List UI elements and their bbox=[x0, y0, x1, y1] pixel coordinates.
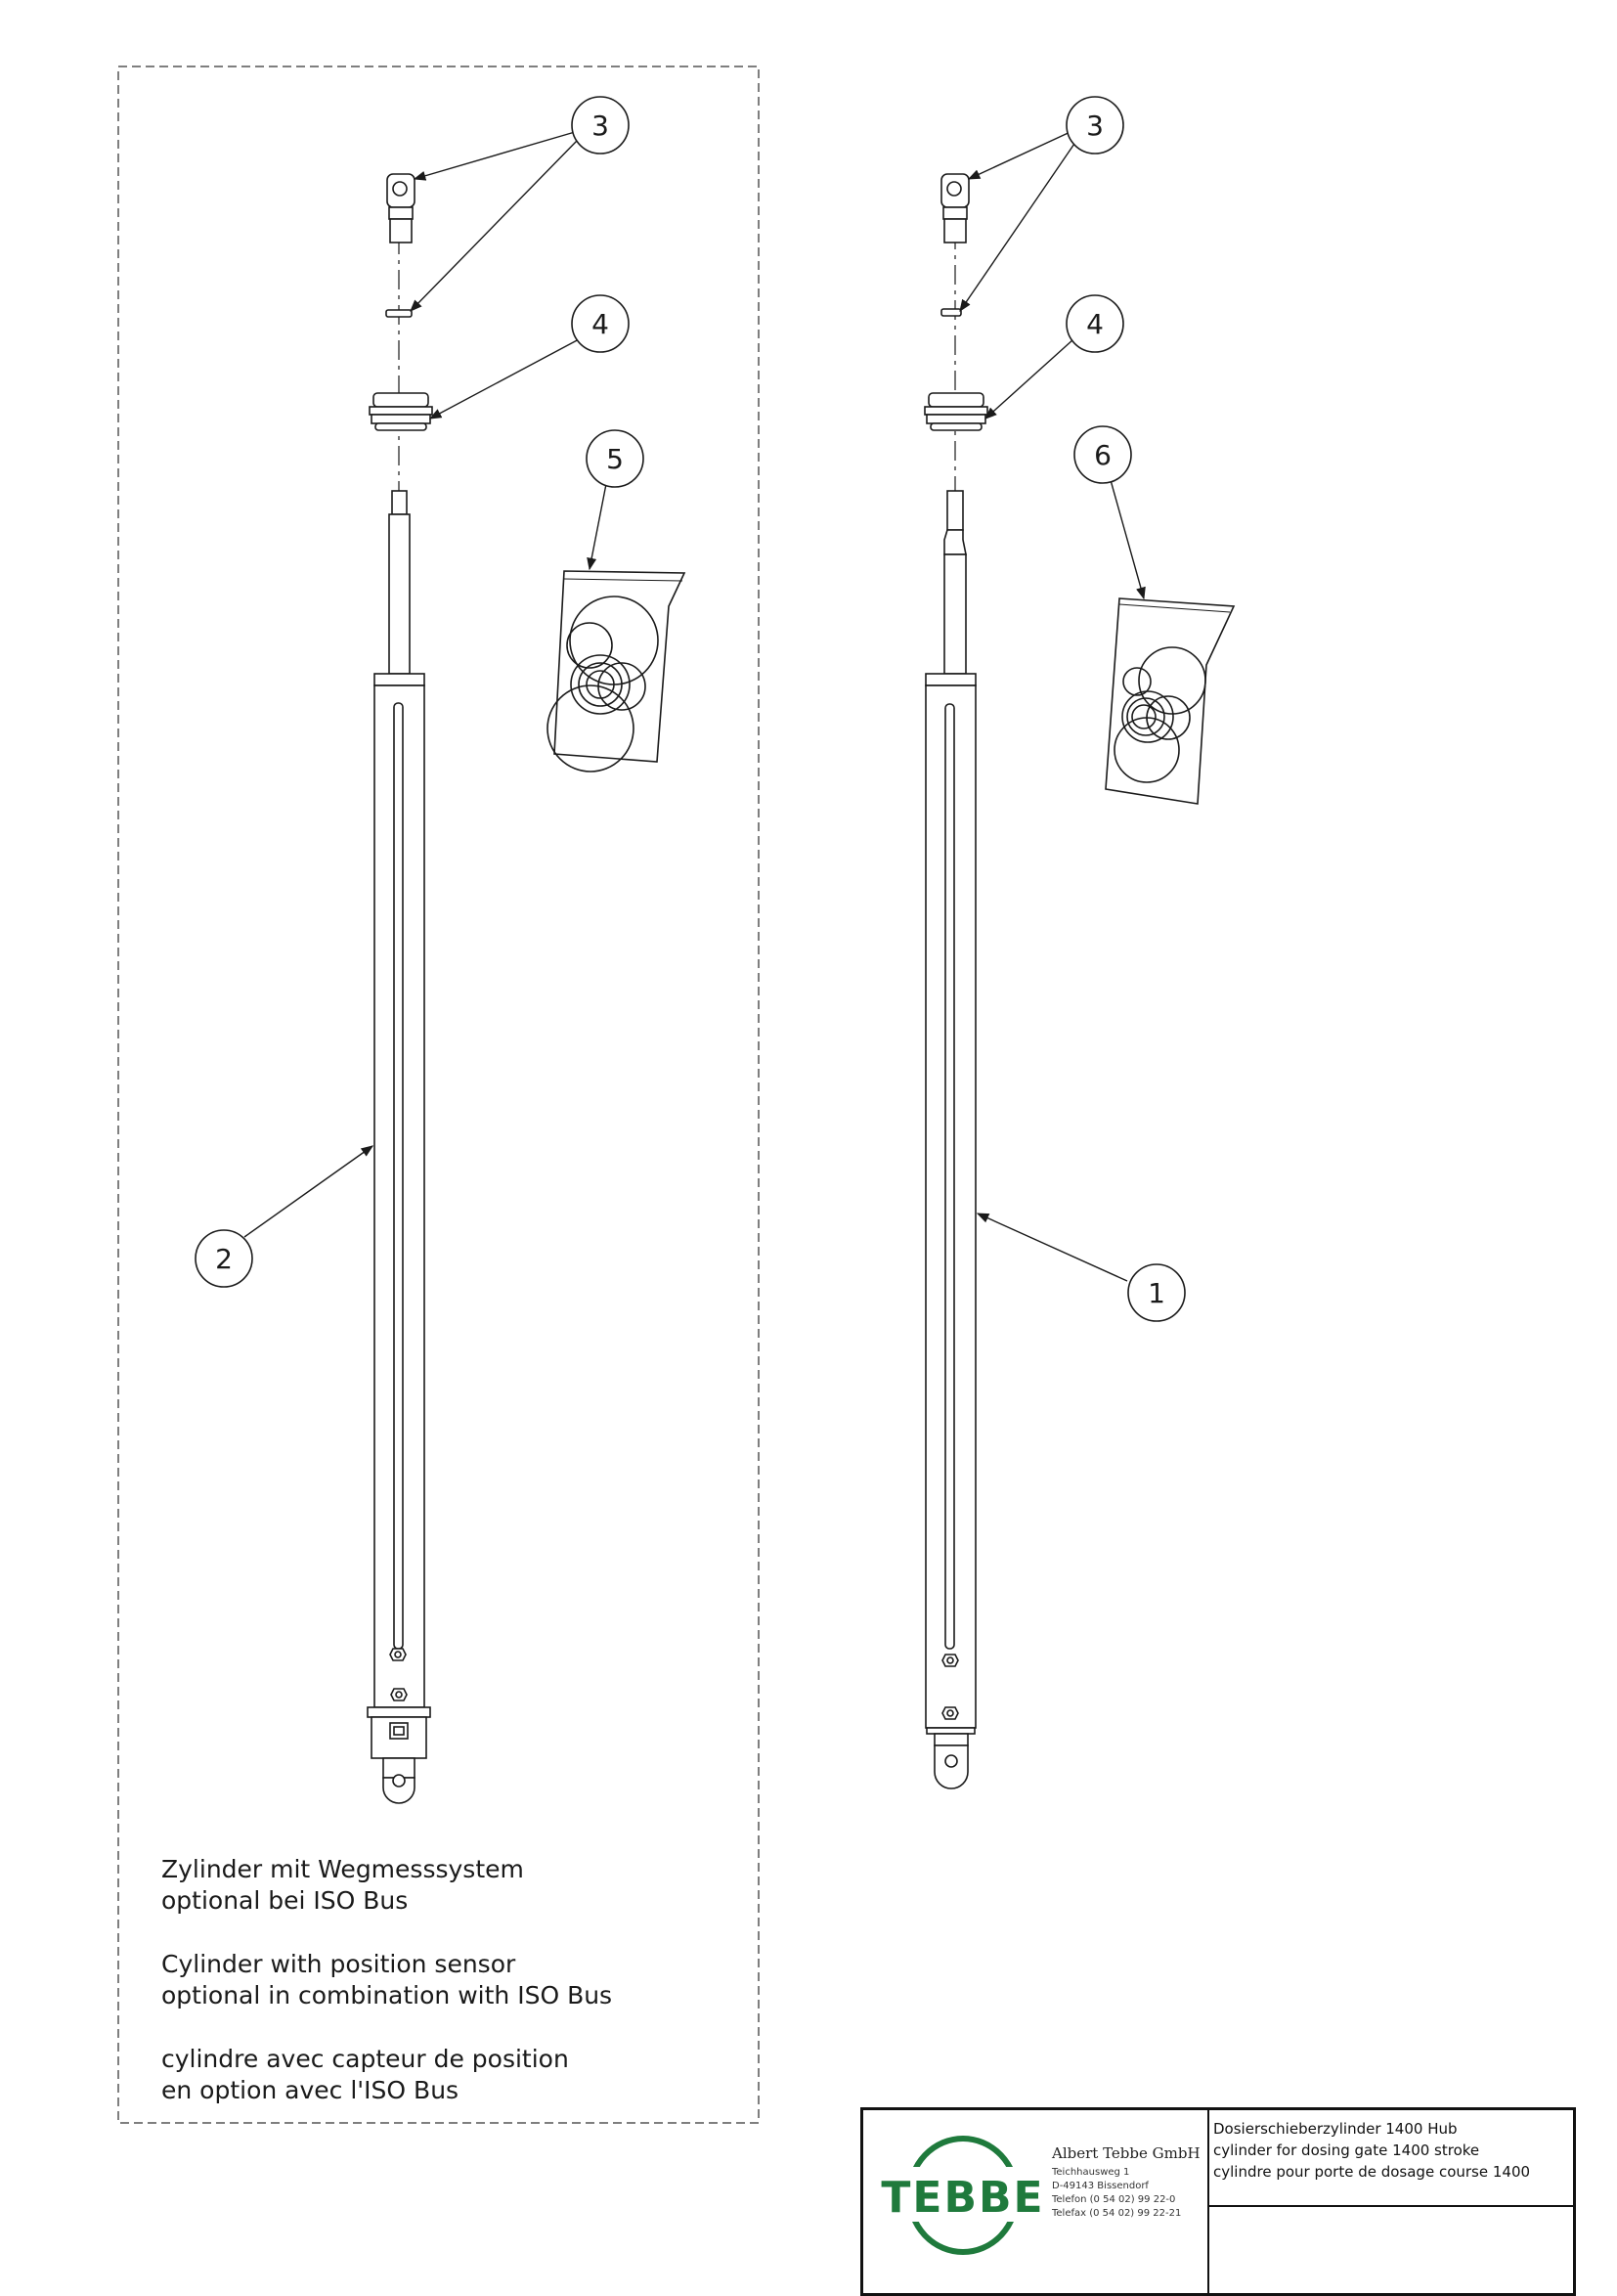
callout-left-3 bbox=[572, 97, 629, 154]
svg-text:TEBBE: TEBBE bbox=[881, 2173, 1045, 2223]
fax: Telefax (0 54 02) 99 22-21 bbox=[1052, 2208, 1182, 2219]
svg-text:6: 6 bbox=[1094, 439, 1112, 471]
leader-left-5 bbox=[590, 484, 606, 569]
note-en-line1: Cylinder with position sensor bbox=[161, 1950, 516, 1978]
svg-text:3: 3 bbox=[591, 110, 609, 142]
description-en: cylinder for dosing gate 1400 stroke bbox=[1213, 2141, 1480, 2159]
left-piston-rod bbox=[392, 491, 407, 514]
left-clevis bbox=[387, 174, 415, 243]
leader-right-3a bbox=[969, 130, 1074, 179]
svg-text:5: 5 bbox=[606, 443, 624, 475]
option-frame bbox=[118, 66, 759, 2123]
address-city: D-49143 Bissendorf bbox=[1052, 2181, 1149, 2191]
leader-right-1 bbox=[978, 1214, 1127, 1281]
svg-text:1: 1 bbox=[1148, 1277, 1165, 1309]
right-gland bbox=[925, 393, 987, 430]
callout-left-2 bbox=[196, 1230, 252, 1287]
left-assembly bbox=[368, 174, 684, 1803]
svg-text:3: 3 bbox=[1086, 110, 1104, 142]
left-cylinder-tube bbox=[368, 674, 430, 1803]
address-street: Teichhausweg 1 bbox=[1052, 2167, 1130, 2178]
tebbe-logo bbox=[877, 2132, 1049, 2259]
callout-right-6 bbox=[1074, 426, 1131, 483]
title-block-description-cell bbox=[1207, 2110, 1573, 2207]
callout-left-5 bbox=[587, 430, 643, 487]
company-name: Albert Tebbe GmbH bbox=[1052, 2144, 1201, 2162]
leader-right-3b bbox=[960, 141, 1076, 311]
svg-text:4: 4 bbox=[1086, 308, 1104, 340]
callout-right-3 bbox=[1067, 97, 1123, 154]
title-block-logo-cell bbox=[863, 2110, 1209, 2293]
callout-right-4 bbox=[1067, 295, 1123, 352]
svg-text:4: 4 bbox=[591, 308, 609, 340]
title-block bbox=[860, 2107, 1576, 2296]
left-washer bbox=[386, 310, 412, 317]
right-piston-rod bbox=[944, 491, 966, 674]
description-fr: cylindre pour porte de dosage course 1400 bbox=[1213, 2163, 1531, 2181]
note-fr-line2: en option avec l'ISO Bus bbox=[161, 2076, 459, 2104]
svg-text:2: 2 bbox=[215, 1243, 233, 1275]
right-clevis bbox=[941, 174, 969, 243]
right-assembly bbox=[925, 174, 1234, 1788]
note-de-line1: Zylinder mit Wegmesssystem bbox=[161, 1855, 524, 1883]
leader-left-2 bbox=[244, 1146, 372, 1237]
note-de-line2: optional bei ISO Bus bbox=[161, 1886, 409, 1915]
right-cylinder-tube bbox=[926, 674, 976, 1788]
leader-right-4 bbox=[985, 339, 1073, 419]
leader-left-3b bbox=[411, 141, 577, 311]
right-washer bbox=[941, 309, 961, 316]
right-seal-kit bbox=[1106, 598, 1234, 804]
callout-left-4 bbox=[572, 295, 629, 352]
phone: Telefon (0 54 02) 99 22-0 bbox=[1052, 2194, 1176, 2205]
note-fr-line1: cylindre avec capteur de position bbox=[161, 2045, 569, 2073]
leader-left-3a bbox=[415, 132, 575, 179]
note-en-line2: optional in combination with ISO Bus bbox=[161, 1981, 613, 2009]
callout-right-1 bbox=[1128, 1264, 1185, 1321]
leader-right-6 bbox=[1111, 480, 1144, 598]
left-gland bbox=[370, 393, 432, 430]
description-de: Dosierschieberzylinder 1400 Hub bbox=[1213, 2120, 1458, 2138]
left-seal-kit bbox=[547, 571, 684, 772]
leader-left-4 bbox=[430, 338, 581, 419]
